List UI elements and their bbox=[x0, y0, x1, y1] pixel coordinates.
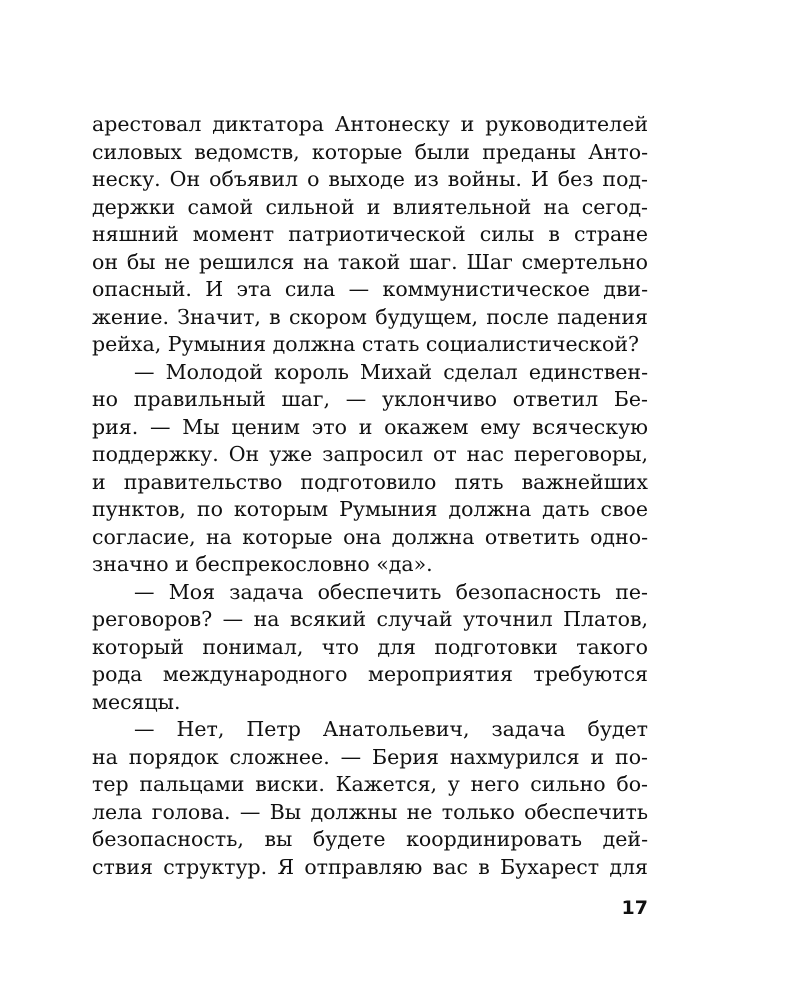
text-line: согласие, на которые она должна ответить одно- bbox=[92, 524, 648, 549]
body-text bbox=[92, 111, 648, 881]
text-line: силовых ведомств, которые были преданы Анто- bbox=[92, 139, 648, 164]
text-line: значно и беспрекословно «да». bbox=[92, 552, 433, 576]
text-line: поддержку. Он уже запросил от нас переговоры, bbox=[92, 442, 648, 466]
text-line: рейха, Румыния должна стать социалистической? bbox=[92, 332, 639, 356]
text-line: пунктов, по которым Румыния должна дать свое bbox=[92, 497, 648, 521]
text-line: реговоров? — на всякий случай уточнил Платов, bbox=[92, 607, 648, 631]
text-line: на порядок сложнее. — Берия нахмурился и по- bbox=[92, 744, 648, 769]
text-line: няшний момент патриотической силы в стране bbox=[92, 222, 648, 246]
text-line: — Моя задача обеспечить безопасность пе- bbox=[134, 579, 648, 604]
text-line: — Молодой король Михай сделал единствен- bbox=[134, 359, 648, 384]
text-line: арестовал диктатора Антонеску и руководителей bbox=[92, 112, 648, 136]
text-line: лела голова. — Вы должны не только обеспечить bbox=[92, 799, 648, 824]
text-line: но правильный шаг, — уклончиво ответил Бе- bbox=[92, 387, 648, 411]
text-line: ствия структур. Я отправляю вас в Бухарест для bbox=[92, 854, 648, 879]
text-line: — Нет, Петр Анатольевич, задача будет bbox=[134, 717, 648, 741]
text-line: опасный. И эта сила — коммунистическое дви- bbox=[92, 277, 648, 301]
text-line: тер пальцами виски. Кажется, у него сильно бо- bbox=[92, 772, 648, 796]
text-line: держки самой сильной и влиятельной на сегод- bbox=[92, 194, 648, 219]
text-line: рия. — Мы ценим это и окажем ему всяческую bbox=[92, 414, 648, 439]
text-line: он бы не решился на такой шаг. Шаг смертельно bbox=[92, 249, 648, 274]
text-line: месяцы. bbox=[92, 689, 181, 714]
text-line: который понимал, что для подготовки такого bbox=[92, 634, 648, 659]
text-line: рода международного мероприятия требуются bbox=[92, 662, 648, 686]
text-line: безопасность, вы будете координировать дей- bbox=[92, 827, 648, 851]
page-number: 17 bbox=[621, 897, 648, 919]
text-line: неску. Он объявил о выходе из войны. И без под- bbox=[92, 167, 648, 191]
text-line: и правительство подготовило пять важнейших bbox=[92, 469, 648, 494]
text-line: жение. Значит, в скором будущем, после падения bbox=[92, 304, 648, 329]
